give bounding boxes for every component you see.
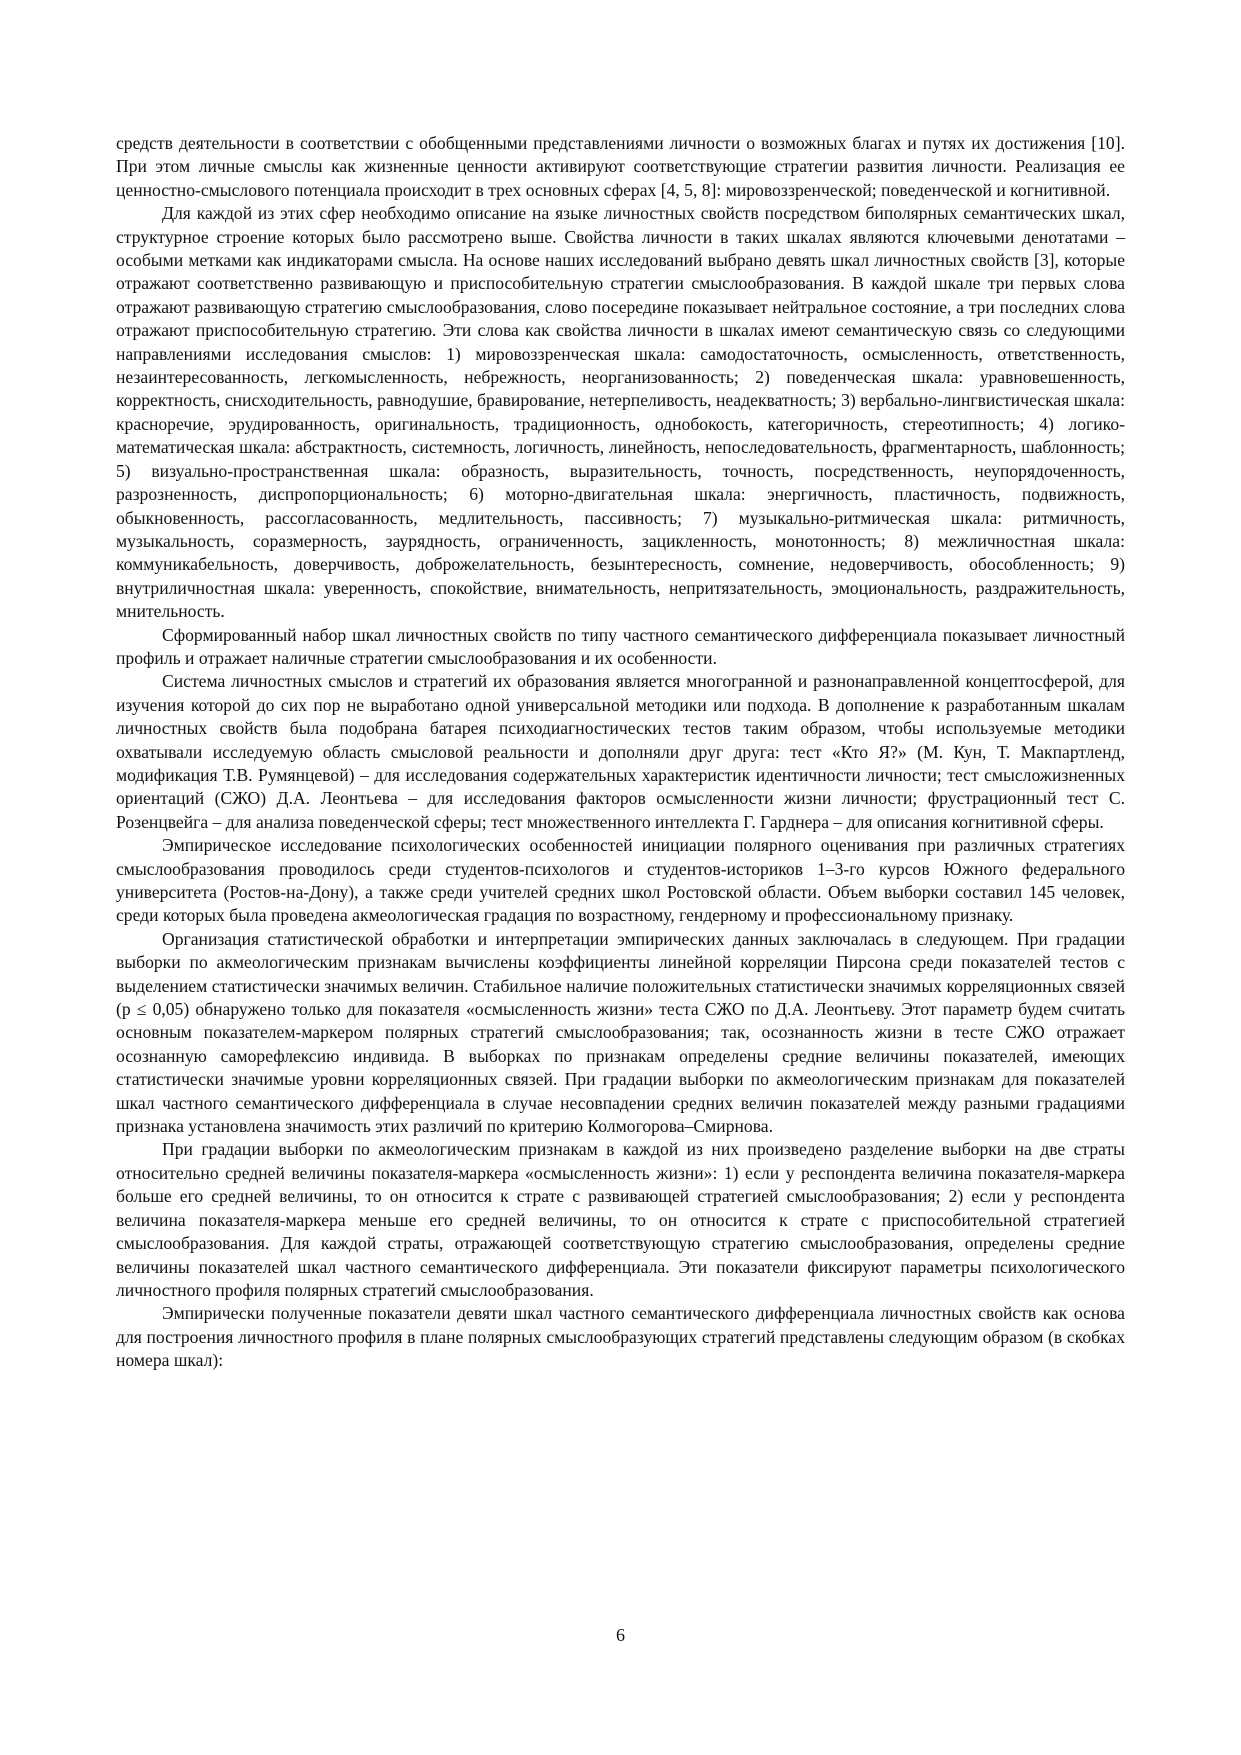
paragraph-profile: Сформированный набор шкал личностных свойств по типу частного семантического дифференциала показывает личностный профиль и отражает наличные стратегии смыслообразования и их особенности. — [116, 624, 1125, 668]
paragraph-statistics: Организация статистической обработки и интерпретации эмпирических данных заключалась в следующем. При градации выборки по акмеологическим признакам вычислены коэффициенты линейной корреляции Пирсона среди показателей тестов с выделением статистически значимых величин. Стабильное наличие положительных статистически значимых корреляционных связей (p ≤ 0,05) обнаружено только для показателя «осмысленность жизни» теста СЖО по Д.А. Леонтьеву. Этот параметр будем считать основным показателем-маркером полярных стратегий смыслообразования; так, осознанность жизни в тесте СЖО отражает осознанную саморефлексию индивида. В выборках по признакам определены средние величины показателей, имеющих статистически значимые уровни корреляционных связей. При градации выборки по акмеологическим признакам для показателей шкал частного семантического дифференциала в случае несовпадении средних величин показателей между разными градациями признака установлена значимость этих различий по критерию Колмогорова–Смирнова. — [116, 928, 1125, 1137]
paragraph-continuation: средств деятельности в соответствии с обобщенными представлениями личности о возможных благах и путях их достижения [10]. При этом личные смыслы как жизненные ценности активируют соответствующие стратегии развития личности. Реализация ее ценностно-смыслового потенциала происходит в трех основных сферах [4, 5, 8]: мировоззренческой; поведенческой и когнитивной. — [116, 133, 1125, 200]
paragraph-results-intro: Эмпирически полученные показатели девяти шкал частного семантического дифференциала личностных свойств как основа для построения личностного профиля в плане полярных смыслообразующих стратегий представлены следующим образом (в скобках номера шкал): — [116, 1303, 1125, 1371]
paragraph-strata: При градации выборки по акмеологическим признакам в каждой из них произведено разделение выборки на две страты относительно средней величины показателя-маркера «осмысленность жизни»: 1) если у респондента величина показателя-маркера больше его средней величины, то он относится к страте с развивающей стратегией смыслообразования; 2) если у респондента величина показателя-маркера меньше его средней величины, то он относится к страте с приспособительной стратегией смыслообразования. Для каждой страты, отражающей соответствующую стратегию смыслообразования, определены средние величины показателей шкал частного семантического дифференциала. Эти показатели фиксируют параметры психологического личностного профиля полярных стратегий смыслообразования. — [116, 1139, 1125, 1300]
page-number: 6 — [616, 1625, 625, 1645]
paragraph-methods: Система личностных смыслов и стратегий их образования является многогранной и разнонаправленной концептосферой, для изучения которой до сих пор не выработано одной универсальной методики или подхода. В дополнение к разработанным шкалам личностных свойств была подобрана батарея психодиагностических тестов таким образом, чтобы используемые методики охватывали исследуемую область смысловой реальности и дополняли друг друга: тест «Кто Я?» (М. Кун, Т. Макпартленд, модификация Т.В. Румянцевой) – для исследования содержательных характеристик идентичности личности; тест смысложизненных ориентаций (СЖО) Д.А. Леонтьева – для исследования факторов осмысленности жизни личности; фрустрационный тест С. Розенцвейга – для анализа поведенческой сферы; тест множественного интеллекта Г. Гарднера – для описания когнитивной сферы. — [116, 671, 1125, 832]
paragraph-sample: Эмпирическое исследование психологических особенностей инициации полярного оценивания при различных стратегиях смыслообразования проводилось среди студентов-психологов и студентов-историков 1–3-го курсов Южного федерального университета (Ростов-на-Дону), а также среди учителей средних школ Ростовской области. Объем выборки составил 145 человек, среди которых была проведена акмеологическая градация по возрастному, гендерному и профессиональному признаку. — [116, 835, 1125, 926]
paragraph-scales: Для каждой из этих сфер необходимо описание на языке личностных свойств посредством биполярных семантических шкал, структурное строение которых было рассмотрено выше. Свойства личности в таких шкалах являются ключевыми денотатами – особыми метками как индикаторами смысла. На основе наших исследований выбрано девять шкал личностных свойств [3], которые отражают соответственно развивающую и приспособительную стратегии смыслообразования. В каждой шкале три первых слова отражают развивающую стратегию смыслообразования, слово посередине показывает нейтральное состояние, а три последних слова отражают приспособительную стратегию. Эти слова как свойства личности в шкалах имеют семантическую связь со следующими направлениями исследования смыслов: 1) мировоззренческая шкала: самодостаточность, осмысленность, ответственность, незаинтересованность, легкомысленность, небрежность, неорганизованность; 2) поведенческая шкала: уравновешенность, корректность, снисходительность, равнодушие, бравирование, нетерпеливость, неадекватность; 3) вербально-лингвистическая шкала: красноречие, эрудированность, оригинальность, традиционность, однобокость, категоричность, стереотипность; 4) логико-математическая шкала: абстрактность, системность, логичность, линейность, непоследовательность, фрагментарность, шаблонность; 5) визуально-пространственная шкала: образность, выразительность, точность, посредственность, неупорядоченность, разрозненность, диспропорциональность; 6) моторно-двигательная шкала: энергичность, пластичность, подвижность, обыкновенность, рассогласованность, медлительность, пассивность; 7) музыкально-ритмическая шкала: ритмичность, музыкальность, соразмерность, заурядность, ограниченность, зацикленность, монотонность; 8) межличностная шкала: коммуникабельность, доверчивость, доброжелательность, безынтересность, сомнение, недоверчивость, обособленность; 9) внутриличностная шкала: уверенность, спокойствие, внимательность, непритязательность, эмоциональность, раздражительность, мнительность. — [116, 203, 1125, 622]
document-body — [116, 132, 1125, 1373]
